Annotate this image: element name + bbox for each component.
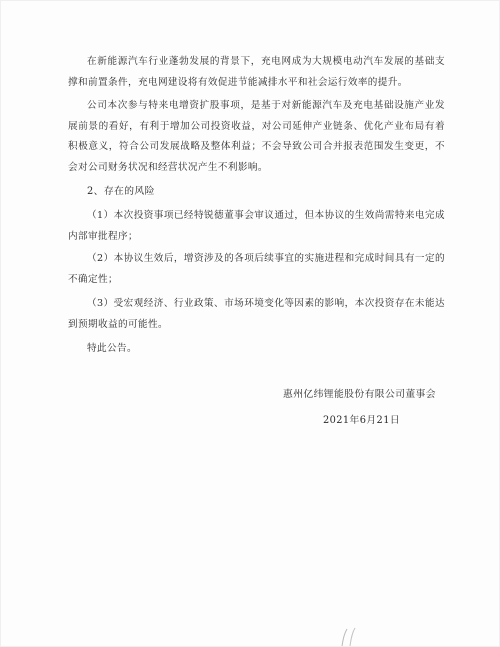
section-heading-risks: 2、存在的风险 (87, 186, 155, 197)
signature-date: 2021年6月21日 (323, 415, 401, 426)
risk-item-2: （2）本协议生效后，增资涉及的各项后续事宜的实施进程和完成时间具有一定的不确定性； (68, 253, 445, 285)
risk-item-1: （1）本次投资事项已经特锐德董事会审议通过，但本协议的生效尚需特来电完成内部审批程序； (68, 210, 445, 242)
closing-statement: 特此公告。 (87, 343, 137, 354)
paragraph-charging-network: 在新能源汽车行业蓬勃发展的背景下，充电网成为大规模电动汽车发展的基础支撑和前置条件，充电网建设将有效促进节能减排水平和社会运行效率的提升。 (68, 56, 445, 88)
signature-company: 惠州亿纬锂能股份有限公司董事会 (283, 389, 436, 400)
pen-mark-scribble (330, 620, 370, 647)
paragraph-investment-purpose: 公司本次参与特来电增资扩股事项，是基于对新能源汽车及充电基础设施产业发展前景的看好，有利于增加公司投资收益，对公司延伸产业链条、优化产业布局有着积极意义，符合公司发展战略及整体利益；不会导致公司合并报表范围发生变更，不会对公司财务状况和经营状况产生不利影响。 (68, 100, 445, 173)
risk-item-3: （3）受宏观经济、行业政策、市场环境变化等因素的影响，本次投资存在未能达到预期收益的可能性。 (68, 298, 445, 330)
